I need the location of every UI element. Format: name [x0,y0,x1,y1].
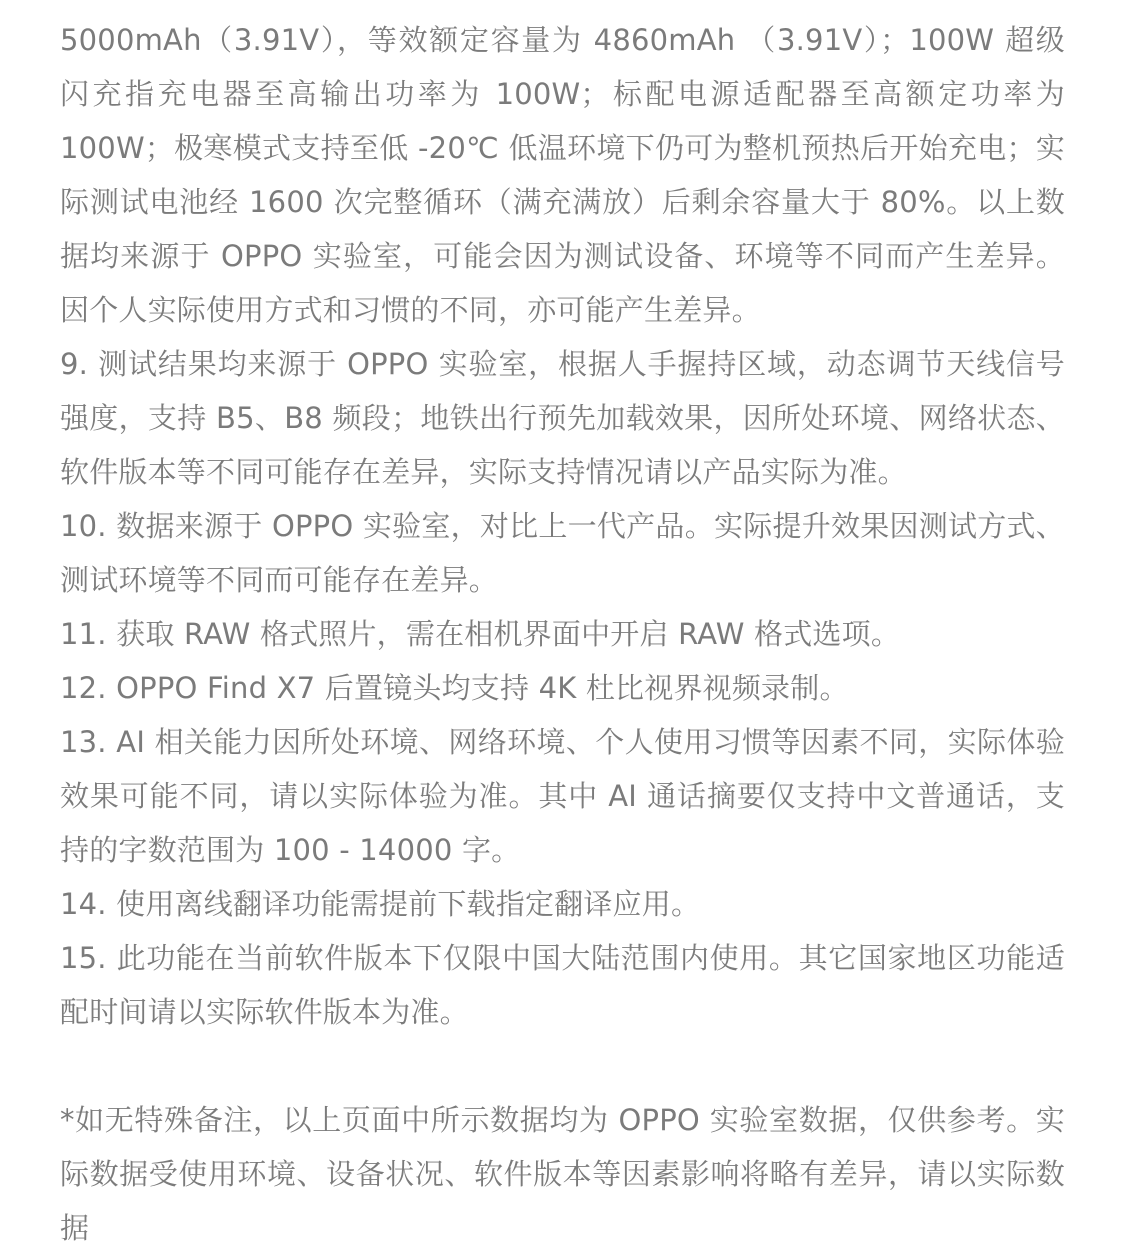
footnotes-document [60,13,1065,1255]
disclaimer-text: *如无特殊备注，以上页面中所示数据均为 OPPO 实验室数据，仅供参考。实际数据受使用环境、设备状况、软件版本等因素影响将略有差异，请以实际数据 [60,1103,1065,1245]
footnote-9: 9. 测试结果均来源于 OPPO 实验室，根据人手握持区域，动态调节天线信号强度，支持 B5、B8 频段；地铁出行预先加载效果，因所处环境、网络状态、软件版本等不同可能存在差异，实际支持情况请以产品实际为准。 [60,347,1065,489]
footnote-battery: 5000mAh（3.91V），等效额定容量为 4860mAh （3.91V）；100W 超级闪充指充电器至高输出功率为 100W；标配电源适配器至高额定功率为 100W；极寒模式支持至低 -20℃ 低温环境下仍可为整机预热后开始充电；实际测试电池经 1600 次完整循环（满充满放）后剩余容量大于 80%。以上数据均来源于 OPPO 实验室，可能会因为测试设备、环境等不同而产生差异。因个人实际使用方式和习惯的不同，亦可能产生差异。 [60,23,1065,327]
footnote-14: 14. 使用离线翻译功能需提前下载指定翻译应用。 [60,887,701,921]
footnote-15: 15. 此功能在当前软件版本下仅限中国大陆范围内使用。其它国家地区功能适配时间请以实际软件版本为准。 [60,941,1065,1029]
footnote-13: 13. AI 相关能力因所处环境、网络环境、个人使用习惯等因素不同，实际体验效果可能不同，请以实际体验为准。其中 AI 通话摘要仅支持中文普通话，支持的字数范围为 100 - 14000 字。 [60,725,1065,867]
footnote-11: 11. 获取 RAW 格式照片，需在相机界面中开启 RAW 格式选项。 [60,617,901,651]
footnote-12: 12. OPPO Find X7 后置镜头均支持 4K 杜比视界视频录制。 [60,671,849,705]
section-spacer [60,1039,1065,1093]
footnote-10: 10. 数据来源于 OPPO 实验室，对比上一代产品。实际提升效果因测试方式、测试环境等不同而可能存在差异。 [60,509,1065,597]
